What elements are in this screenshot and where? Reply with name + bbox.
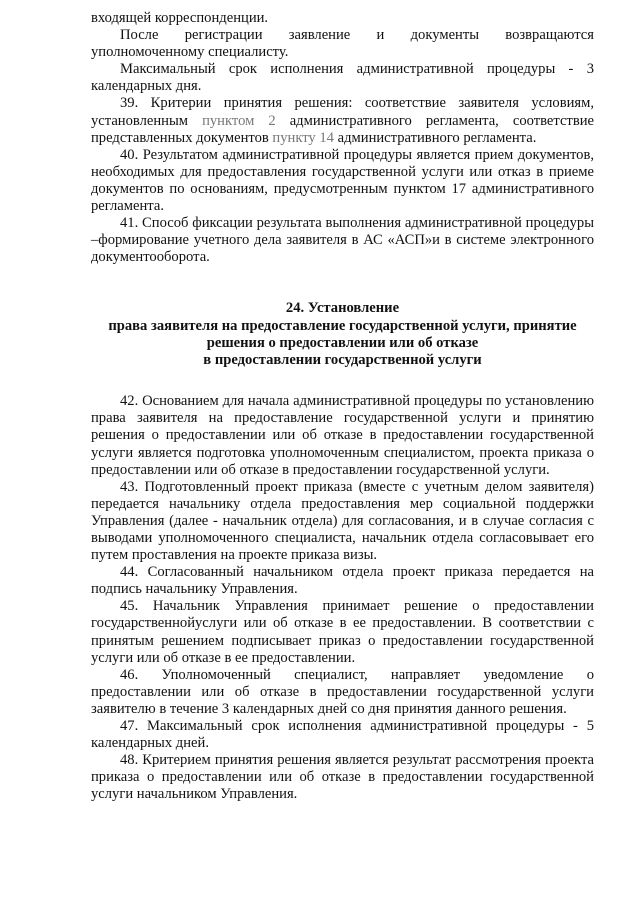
paragraph-max-term-3: Максимальный срок исполнения административной процедуры - 3 календарных дня.: [91, 61, 594, 95]
paragraph-44: 44. Согласованный начальником отдела проект приказа передается на подпись начальнику Управления.: [91, 564, 594, 598]
paragraph-47: 47. Максимальный срок исполнения административной процедуры - 5 календарных дней.: [91, 718, 594, 752]
paragraph-48: 48. Критерием принятия решения является результат рассмотрения проекта приказа о предоставлении или об отказе в предоставлении государственной услуги начальником Управления.: [91, 752, 594, 803]
section-heading: [91, 300, 594, 369]
paragraph-45: 45. Начальник Управления принимает решение о предоставлении государственнойуслуги или об отказе в ее предоставлении. В соответствии с принятым решением подписывает приказ о предоставлении государственной услуги или об отказе в ее предоставлении.: [91, 598, 594, 666]
section-heading-line-3: решения о предоставлении или об отказе: [206, 334, 479, 351]
document-page: [91, 10, 594, 803]
paragraph-43: 43. Подготовленный проект приказа (вместе с учетным делом заявителя) передается начальнику отдела предоставления мер социальной поддержки Управления (далее - начальник отдела) для согласования, и в случае согласия с выводами уполномоченного специалиста, начальник отдела согласовывает его путем проставления на проекте приказа визы.: [91, 478, 594, 564]
section-heading-line-2: права заявителя на предоставление государственной услуги, принятие: [108, 317, 577, 334]
paragraph-39: [91, 95, 594, 146]
paragraph-39-text-a: 39. Критерии принятия решения: соответствие заявителя условиям, установленным: [91, 95, 594, 129]
paragraph-39-text-c: административного регламента.: [333, 129, 537, 146]
spacer: [91, 369, 594, 393]
paragraph-registration: После регистрации заявление и документы возвращаются уполномоченному специалисту.: [91, 27, 594, 61]
paragraph-42: 42. Основанием для начала административной процедуры по установлению права заявителя на предоставление государственной услуги и принятию решения о предоставлении или об отказе в предоставлении государственной услуги является подготовка уполномоченным специалистом, проекта приказа о предоставлении или об отказе в предоставлении государственной услуги.: [91, 393, 594, 478]
link-point-14[interactable]: пункту 14: [272, 129, 334, 146]
paragraph-41: 41. Способ фиксации результата выполнения административной процедуры –формирование учетного дела заявителя в АС «АСП»и в системе электронного документооборота.: [91, 215, 594, 266]
paragraph-39-text-b: административного регламента, соответствие представленных документов: [91, 112, 594, 146]
section-heading-line-1: 24. Установление: [285, 300, 400, 317]
spacer: [91, 266, 594, 300]
link-point-2[interactable]: пунктом 2: [202, 112, 276, 129]
paragraph-46: 46. Уполномоченный специалист, направляет уведомление о предоставлении или об отказе в предоставлении государственной услуги заявителю в течение 3 календарных дней со дня принятия данного решения.: [91, 666, 594, 717]
paragraph-continuation: входящей корреспонденции.: [91, 10, 269, 26]
section-heading-line-4: в предоставлении государственной услуги: [203, 352, 482, 369]
paragraph-40: 40. Результатом административной процедуры является прием документов, необходимых для предоставления государственной услуги или отказ в приеме документов по основаниям, предусмотренным пунктом 17 административного регламента.: [91, 146, 594, 215]
